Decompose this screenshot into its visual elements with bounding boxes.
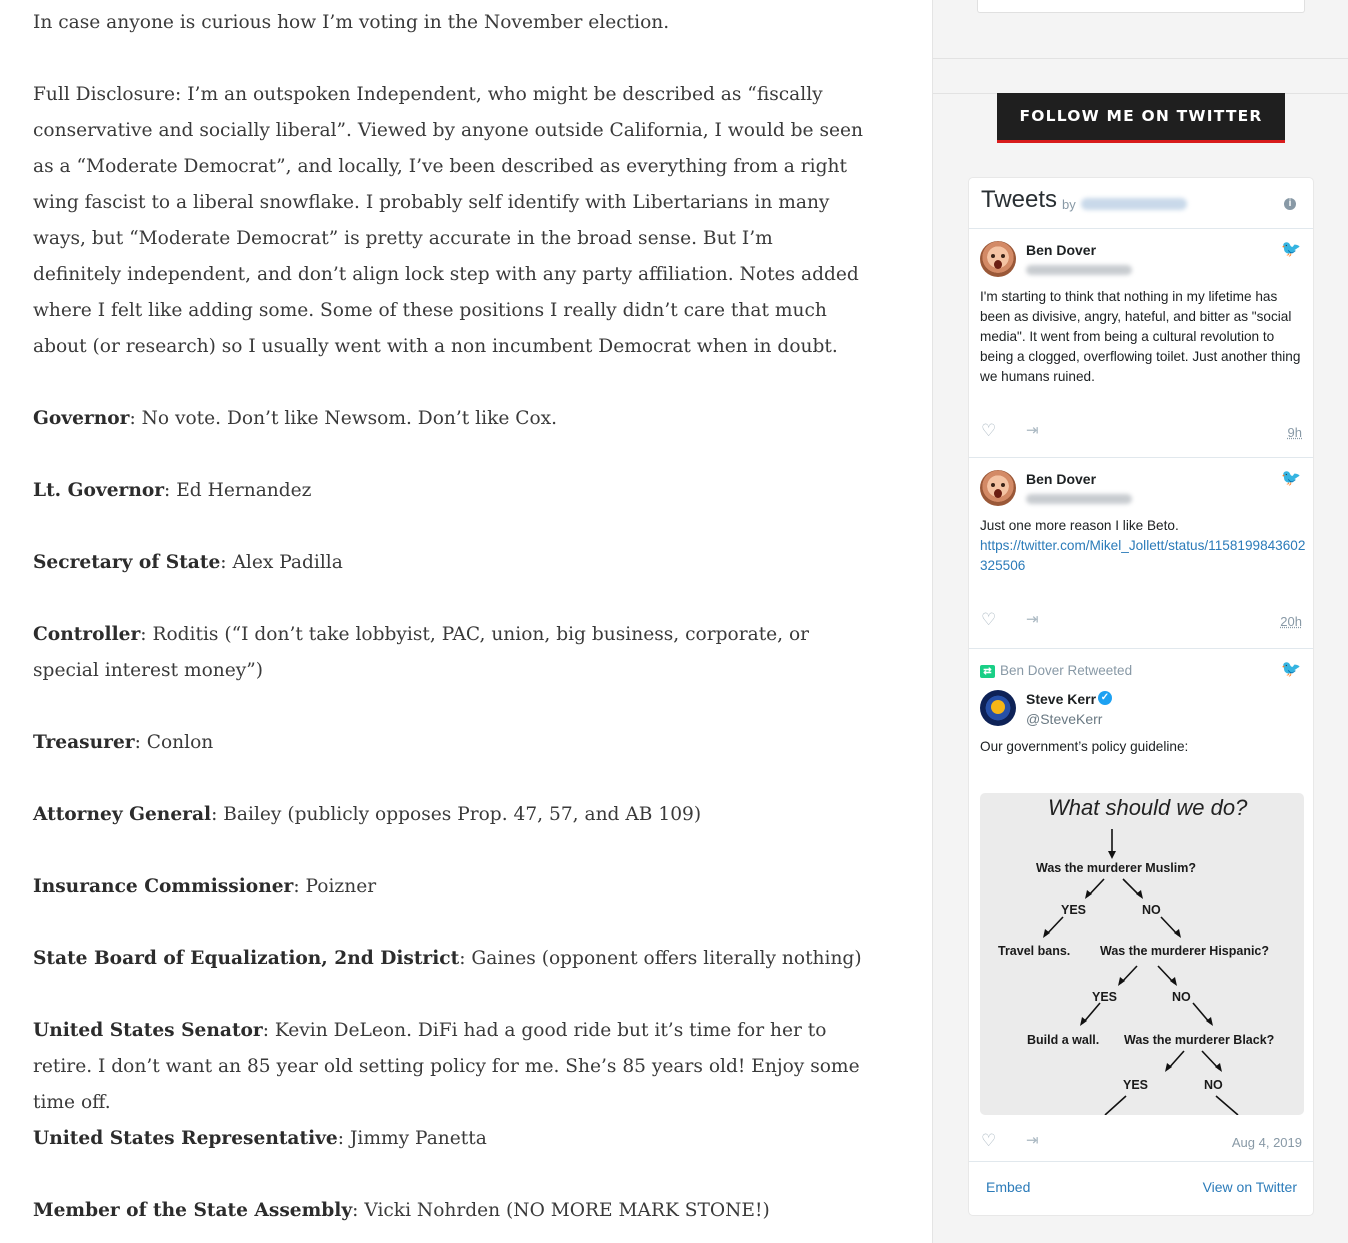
office-choice: : No vote. Don’t like Newsom. Don’t like Cox. [129, 408, 558, 429]
tweet-text [980, 516, 1306, 576]
tweet-timestamp[interactable]: 20h [1280, 614, 1302, 629]
timeline-header [969, 178, 1313, 229]
office-label: State Board of Equalization, 2nd District [33, 948, 460, 969]
office-label: Secretary of State [33, 552, 221, 573]
tweet[interactable] [969, 458, 1313, 649]
flowchart-title: What should we do? [1048, 795, 1248, 820]
position-board-of-equalization [33, 941, 863, 977]
author-name[interactable]: Ben Dover [1026, 242, 1097, 258]
timeline-by: by [1062, 197, 1076, 212]
intro-paragraph: In case anyone is curious how I’m voting in the November election. [33, 12, 670, 33]
flowchart-yes: YES [1061, 903, 1087, 917]
position-controller [33, 617, 863, 689]
office-label: Lt. Governor [33, 480, 165, 501]
position-attorney-general [33, 797, 863, 833]
disclosure-paragraph: Full Disclosure: I’m an outspoken Independent, who might be described as “fiscally conservative and socially liberal”. Viewed by anyone outside California, I would be seen as a “Moderate Democrat”, and locally, I’ve been described as everything from a right wing fascist to a liberal snowflake. I probably self identify with Libertarians in many ways, but “Moderate Democrat” is pretty accurate in the broad sense. But I’m definitely independent, and don’t align lock step with any party affiliation. Notes added where I felt like adding some. Some of these positions I really didn’t care that much about (or research) so I usually went with a non incumbent Democrat when in doubt. [33, 84, 863, 357]
twitter-bird-icon[interactable]: 🐦 [1281, 661, 1301, 678]
avatar[interactable] [980, 690, 1016, 726]
timeline-footer [969, 1161, 1313, 1215]
office-choice: : Jimmy Panetta [337, 1128, 487, 1149]
retweet-icon: ⇄ [980, 665, 995, 678]
office-choice: : Bailey (publicly opposes Prop. 47, 57, and AB 109) [211, 804, 702, 825]
heart-icon[interactable]: ♡ [981, 421, 997, 440]
author-name[interactable]: Steve Kerr [1026, 691, 1097, 707]
position-treasurer [33, 725, 863, 761]
avatar[interactable] [980, 470, 1016, 506]
office-choice: : Vicki Nohrden (NO MORE MARK STONE!) [352, 1200, 770, 1221]
flowchart-no: NO [1204, 1078, 1223, 1092]
twitter-bird-icon[interactable]: 🐦 [1281, 470, 1301, 487]
office-choice: : Kevin DeLeon. DiFi had a good ride but it’s time for her to retire. I don’t want an 85 year old setting policy for me. She’s 85 years old! Enjoy some time off. [33, 1020, 860, 1113]
author-handle-redacted[interactable] [1026, 265, 1132, 275]
share-icon[interactable]: ⇥ [1026, 422, 1039, 439]
position-insurance-commissioner [33, 869, 863, 905]
author-name[interactable]: Ben Dover [1026, 471, 1097, 487]
tweet-link[interactable]: https://twitter.com/Mikel_Jollett/status/1158199843602325506 [980, 538, 1306, 573]
flowchart-no: NO [1142, 903, 1161, 917]
position-us-representative [33, 1121, 863, 1157]
flowchart-yes: YES [1092, 990, 1118, 1004]
follow-me-on-twitter-button[interactable]: FOLLOW ME ON TWITTER [997, 93, 1285, 143]
retweeted-tweet[interactable] [969, 649, 1313, 1163]
office-label: United States Senator [33, 1020, 263, 1041]
previous-widget-box [977, 0, 1305, 13]
office-choice: : Conlon [134, 732, 214, 753]
office-choice: : Alex Padilla [220, 552, 343, 573]
timeline-title: Tweets [981, 186, 1058, 213]
view-on-twitter-link[interactable]: View on Twitter [1202, 1179, 1297, 1195]
flowchart-answer: Build a wall. [1027, 1033, 1100, 1047]
office-choice: : Poizner [293, 876, 377, 897]
tweet-timestamp[interactable]: Aug 4, 2019 [1231, 1135, 1302, 1150]
office-label: Insurance Commissioner [33, 876, 294, 897]
tweet-body: Just one more reason I like Beto. [980, 518, 1179, 533]
timeline-handle-redacted[interactable] [1081, 198, 1187, 210]
author-handle-redacted[interactable] [1026, 494, 1132, 504]
office-label: Attorney General [33, 804, 212, 825]
tweet-text: Our government’s policy guideline: [980, 739, 1189, 754]
flowchart-answer: Travel bans. [998, 944, 1071, 958]
office-choice: : Roditis (“I don’t take lobbyist, PAC, union, big business, corporate, or special interest money”) [33, 624, 810, 681]
position-lt-governor [33, 473, 863, 509]
tweet-media-flowchart[interactable] [980, 793, 1304, 1115]
embed-link[interactable]: Embed [986, 1179, 1031, 1195]
position-us-senator [33, 1013, 863, 1121]
tweet-text: I'm starting to think that nothing in my lifetime has been as divisive, angry, hateful, and bitter as "social media". It went from being a cultural revolution to being a clogged, overflowing toilet. Just another thing we humans ruined. [980, 289, 1301, 384]
retweet-label[interactable]: Ben Dover Retweeted [1000, 663, 1133, 678]
tweet[interactable] [969, 229, 1313, 458]
office-choice: : Gaines (opponent offers literally nothing) [459, 948, 862, 969]
share-icon[interactable]: ⇥ [1026, 1132, 1039, 1149]
verified-badge-icon: ✓ [1098, 691, 1112, 705]
office-label: United States Representative [33, 1128, 338, 1149]
heart-icon[interactable]: ♡ [981, 610, 997, 629]
flowchart-no: NO [1172, 990, 1191, 1004]
tweet-timestamp[interactable]: 9h [1287, 425, 1302, 440]
flowchart-question: Was the murderer Hispanic? [1100, 944, 1270, 958]
share-icon[interactable]: ⇥ [1026, 611, 1039, 628]
flowchart-question: Was the murderer Black? [1124, 1033, 1275, 1047]
twitter-timeline[interactable] [968, 177, 1314, 1216]
previous-widget [933, 0, 1348, 59]
author-handle[interactable]: @SteveKerr [1026, 711, 1103, 727]
info-icon[interactable]: i [1284, 198, 1296, 210]
flowchart-yes: YES [1123, 1078, 1149, 1092]
office-label: Treasurer [33, 732, 135, 753]
position-state-assembly [33, 1193, 863, 1229]
heart-icon[interactable]: ♡ [981, 1131, 997, 1150]
position-governor [33, 401, 863, 437]
office-label: Governor [33, 408, 130, 429]
office-label: Member of the State Assembly [33, 1200, 353, 1221]
avatar[interactable] [980, 241, 1016, 277]
position-secretary-of-state [33, 545, 863, 581]
twitter-bird-icon[interactable]: 🐦 [1281, 241, 1301, 258]
office-label: Controller [33, 624, 141, 645]
sidebar [932, 0, 1348, 1243]
office-choice: : Ed Hernandez [164, 480, 312, 501]
flowchart-question: Was the murderer Muslim? [1036, 861, 1196, 875]
